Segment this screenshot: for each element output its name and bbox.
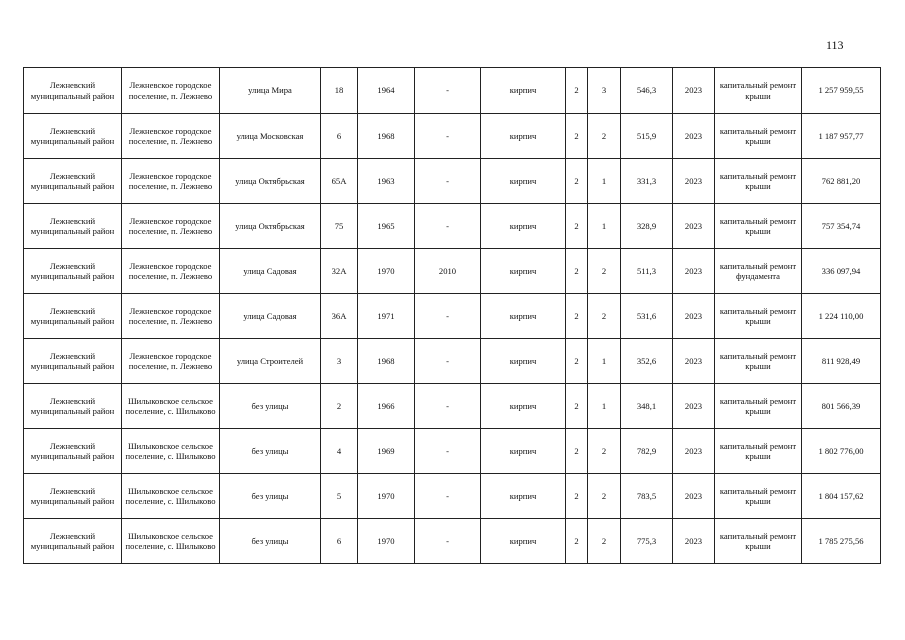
work-type-cell: капитальный ремонт крыши xyxy=(715,68,802,114)
year-planned-cell: 2023 xyxy=(673,339,715,384)
year-reconstruction-cell: - xyxy=(415,384,481,429)
floors-cell: 2 xyxy=(566,384,588,429)
year-built-cell: 1970 xyxy=(358,519,415,564)
year-reconstruction-cell: - xyxy=(415,474,481,519)
cost-cell: 1 187 957,77 xyxy=(802,114,881,159)
year-planned-cell: 2023 xyxy=(673,294,715,339)
floors-cell: 2 xyxy=(566,159,588,204)
settlement-cell: Лежневское городское поселение, п. Лежнево xyxy=(122,294,220,339)
year-reconstruction-cell: - xyxy=(415,204,481,249)
cost-cell: 1 257 959,55 xyxy=(802,68,881,114)
wall-material-cell: кирпич xyxy=(481,204,566,249)
cost-cell: 1 785 275,56 xyxy=(802,519,881,564)
wall-material-cell: кирпич xyxy=(481,114,566,159)
year-planned-cell: 2023 xyxy=(673,519,715,564)
entrances-cell: 1 xyxy=(588,339,621,384)
house-number-cell: 6 xyxy=(321,519,358,564)
floors-cell: 2 xyxy=(566,68,588,114)
year-reconstruction-cell: - xyxy=(415,294,481,339)
house-number-cell: 32А xyxy=(321,249,358,294)
year-planned-cell: 2023 xyxy=(673,114,715,159)
cost-cell: 757 354,74 xyxy=(802,204,881,249)
district-cell: Лежневский муниципальный район xyxy=(24,339,122,384)
wall-material-cell: кирпич xyxy=(481,294,566,339)
work-type-cell: капитальный ремонт крыши xyxy=(715,159,802,204)
year-planned-cell: 2023 xyxy=(673,68,715,114)
table-row xyxy=(24,294,881,339)
wall-material-cell: кирпич xyxy=(481,474,566,519)
entrances-cell: 1 xyxy=(588,384,621,429)
year-reconstruction-cell: - xyxy=(415,68,481,114)
house-number-cell: 3 xyxy=(321,339,358,384)
work-type-cell: капитальный ремонт фундамента xyxy=(715,249,802,294)
street-cell: улица Московская xyxy=(220,114,321,159)
cost-cell: 811 928,49 xyxy=(802,339,881,384)
district-cell: Лежневский муниципальный район xyxy=(24,68,122,114)
street-cell: улица Строителей xyxy=(220,339,321,384)
wall-material-cell: кирпич xyxy=(481,249,566,294)
year-built-cell: 1968 xyxy=(358,114,415,159)
settlement-cell: Лежневское городское поселение, п. Лежнево xyxy=(122,204,220,249)
floors-cell: 2 xyxy=(566,429,588,474)
floors-cell: 2 xyxy=(566,339,588,384)
settlement-cell: Лежневское городское поселение, п. Лежнево xyxy=(122,68,220,114)
entrances-cell: 2 xyxy=(588,519,621,564)
district-cell: Лежневский муниципальный район xyxy=(24,204,122,249)
cost-cell: 801 566,39 xyxy=(802,384,881,429)
district-cell: Лежневский муниципальный район xyxy=(24,114,122,159)
entrances-cell: 3 xyxy=(588,68,621,114)
area-cell: 531,6 xyxy=(621,294,673,339)
year-reconstruction-cell: - xyxy=(415,339,481,384)
year-reconstruction-cell: 2010 xyxy=(415,249,481,294)
table-row xyxy=(24,429,881,474)
cost-cell: 762 881,20 xyxy=(802,159,881,204)
year-built-cell: 1963 xyxy=(358,159,415,204)
floors-cell: 2 xyxy=(566,294,588,339)
entrances-cell: 2 xyxy=(588,429,621,474)
district-cell: Лежневский муниципальный район xyxy=(24,249,122,294)
settlement-cell: Лежневское городское поселение, п. Лежнево xyxy=(122,249,220,294)
floors-cell: 2 xyxy=(566,204,588,249)
district-cell: Лежневский муниципальный район xyxy=(24,429,122,474)
year-reconstruction-cell: - xyxy=(415,429,481,474)
area-cell: 352,6 xyxy=(621,339,673,384)
entrances-cell: 2 xyxy=(588,249,621,294)
house-number-cell: 4 xyxy=(321,429,358,474)
street-cell: без улицы xyxy=(220,519,321,564)
year-planned-cell: 2023 xyxy=(673,474,715,519)
year-planned-cell: 2023 xyxy=(673,384,715,429)
cost-cell: 1 224 110,00 xyxy=(802,294,881,339)
house-number-cell: 2 xyxy=(321,384,358,429)
entrances-cell: 2 xyxy=(588,294,621,339)
work-type-cell: капитальный ремонт крыши xyxy=(715,429,802,474)
area-cell: 328,9 xyxy=(621,204,673,249)
area-cell: 783,5 xyxy=(621,474,673,519)
house-number-cell: 6 xyxy=(321,114,358,159)
year-built-cell: 1969 xyxy=(358,429,415,474)
year-reconstruction-cell: - xyxy=(415,159,481,204)
wall-material-cell: кирпич xyxy=(481,159,566,204)
year-built-cell: 1970 xyxy=(358,249,415,294)
work-type-cell: капитальный ремонт крыши xyxy=(715,204,802,249)
table-body xyxy=(24,68,881,564)
street-cell: улица Мира xyxy=(220,68,321,114)
year-planned-cell: 2023 xyxy=(673,429,715,474)
area-cell: 782,9 xyxy=(621,429,673,474)
work-type-cell: капитальный ремонт крыши xyxy=(715,384,802,429)
settlement-cell: Шилыковское сельское поселение, с. Шилыково xyxy=(122,474,220,519)
area-cell: 348,1 xyxy=(621,384,673,429)
year-built-cell: 1966 xyxy=(358,384,415,429)
table-row xyxy=(24,159,881,204)
district-cell: Лежневский муниципальный район xyxy=(24,384,122,429)
wall-material-cell: кирпич xyxy=(481,68,566,114)
year-reconstruction-cell: - xyxy=(415,114,481,159)
wall-material-cell: кирпич xyxy=(481,384,566,429)
floors-cell: 2 xyxy=(566,474,588,519)
work-type-cell: капитальный ремонт крыши xyxy=(715,114,802,159)
street-cell: без улицы xyxy=(220,429,321,474)
year-built-cell: 1971 xyxy=(358,294,415,339)
wall-material-cell: кирпич xyxy=(481,339,566,384)
year-built-cell: 1964 xyxy=(358,68,415,114)
house-number-cell: 18 xyxy=(321,68,358,114)
floors-cell: 2 xyxy=(566,519,588,564)
entrances-cell: 2 xyxy=(588,474,621,519)
area-cell: 775,3 xyxy=(621,519,673,564)
settlement-cell: Лежневское городское поселение, п. Лежнево xyxy=(122,114,220,159)
work-type-cell: капитальный ремонт крыши xyxy=(715,294,802,339)
house-number-cell: 36А xyxy=(321,294,358,339)
page-number: 113 xyxy=(826,38,844,52)
year-reconstruction-cell: - xyxy=(415,519,481,564)
table-row xyxy=(24,519,881,564)
settlement-cell: Лежневское городское поселение, п. Лежнево xyxy=(122,339,220,384)
house-number-cell: 75 xyxy=(321,204,358,249)
settlement-cell: Шилыковское сельское поселение, с. Шилыково xyxy=(122,519,220,564)
table-row xyxy=(24,339,881,384)
district-cell: Лежневский муниципальный район xyxy=(24,294,122,339)
table-row xyxy=(24,474,881,519)
house-number-cell: 5 xyxy=(321,474,358,519)
district-cell: Лежневский муниципальный район xyxy=(24,159,122,204)
cost-cell: 1 804 157,62 xyxy=(802,474,881,519)
table-row xyxy=(24,384,881,429)
entrances-cell: 1 xyxy=(588,159,621,204)
year-planned-cell: 2023 xyxy=(673,249,715,294)
street-cell: улица Садовая xyxy=(220,294,321,339)
street-cell: улица Октябрьская xyxy=(220,159,321,204)
housing-registry-table xyxy=(23,67,881,564)
work-type-cell: капитальный ремонт крыши xyxy=(715,474,802,519)
district-cell: Лежневский муниципальный район xyxy=(24,474,122,519)
cost-cell: 1 802 776,00 xyxy=(802,429,881,474)
settlement-cell: Шилыковское сельское поселение, с. Шилыково xyxy=(122,429,220,474)
work-type-cell: капитальный ремонт крыши xyxy=(715,519,802,564)
year-built-cell: 1965 xyxy=(358,204,415,249)
area-cell: 331,3 xyxy=(621,159,673,204)
settlement-cell: Лежневское городское поселение, п. Лежнево xyxy=(122,159,220,204)
floors-cell: 2 xyxy=(566,114,588,159)
entrances-cell: 1 xyxy=(588,204,621,249)
street-cell: без улицы xyxy=(220,384,321,429)
street-cell: без улицы xyxy=(220,474,321,519)
table-row xyxy=(24,249,881,294)
area-cell: 546,3 xyxy=(621,68,673,114)
entrances-cell: 2 xyxy=(588,114,621,159)
year-planned-cell: 2023 xyxy=(673,159,715,204)
year-planned-cell: 2023 xyxy=(673,204,715,249)
year-built-cell: 1970 xyxy=(358,474,415,519)
street-cell: улица Октябрьская xyxy=(220,204,321,249)
table-row xyxy=(24,68,881,114)
area-cell: 515,9 xyxy=(621,114,673,159)
cost-cell: 336 097,94 xyxy=(802,249,881,294)
floors-cell: 2 xyxy=(566,249,588,294)
settlement-cell: Шилыковское сельское поселение, с. Шилыково xyxy=(122,384,220,429)
year-built-cell: 1968 xyxy=(358,339,415,384)
wall-material-cell: кирпич xyxy=(481,519,566,564)
work-type-cell: капитальный ремонт крыши xyxy=(715,339,802,384)
table-row xyxy=(24,204,881,249)
street-cell: улица Садовая xyxy=(220,249,321,294)
district-cell: Лежневский муниципальный район xyxy=(24,519,122,564)
wall-material-cell: кирпич xyxy=(481,429,566,474)
area-cell: 511,3 xyxy=(621,249,673,294)
table-row xyxy=(24,114,881,159)
house-number-cell: 65А xyxy=(321,159,358,204)
